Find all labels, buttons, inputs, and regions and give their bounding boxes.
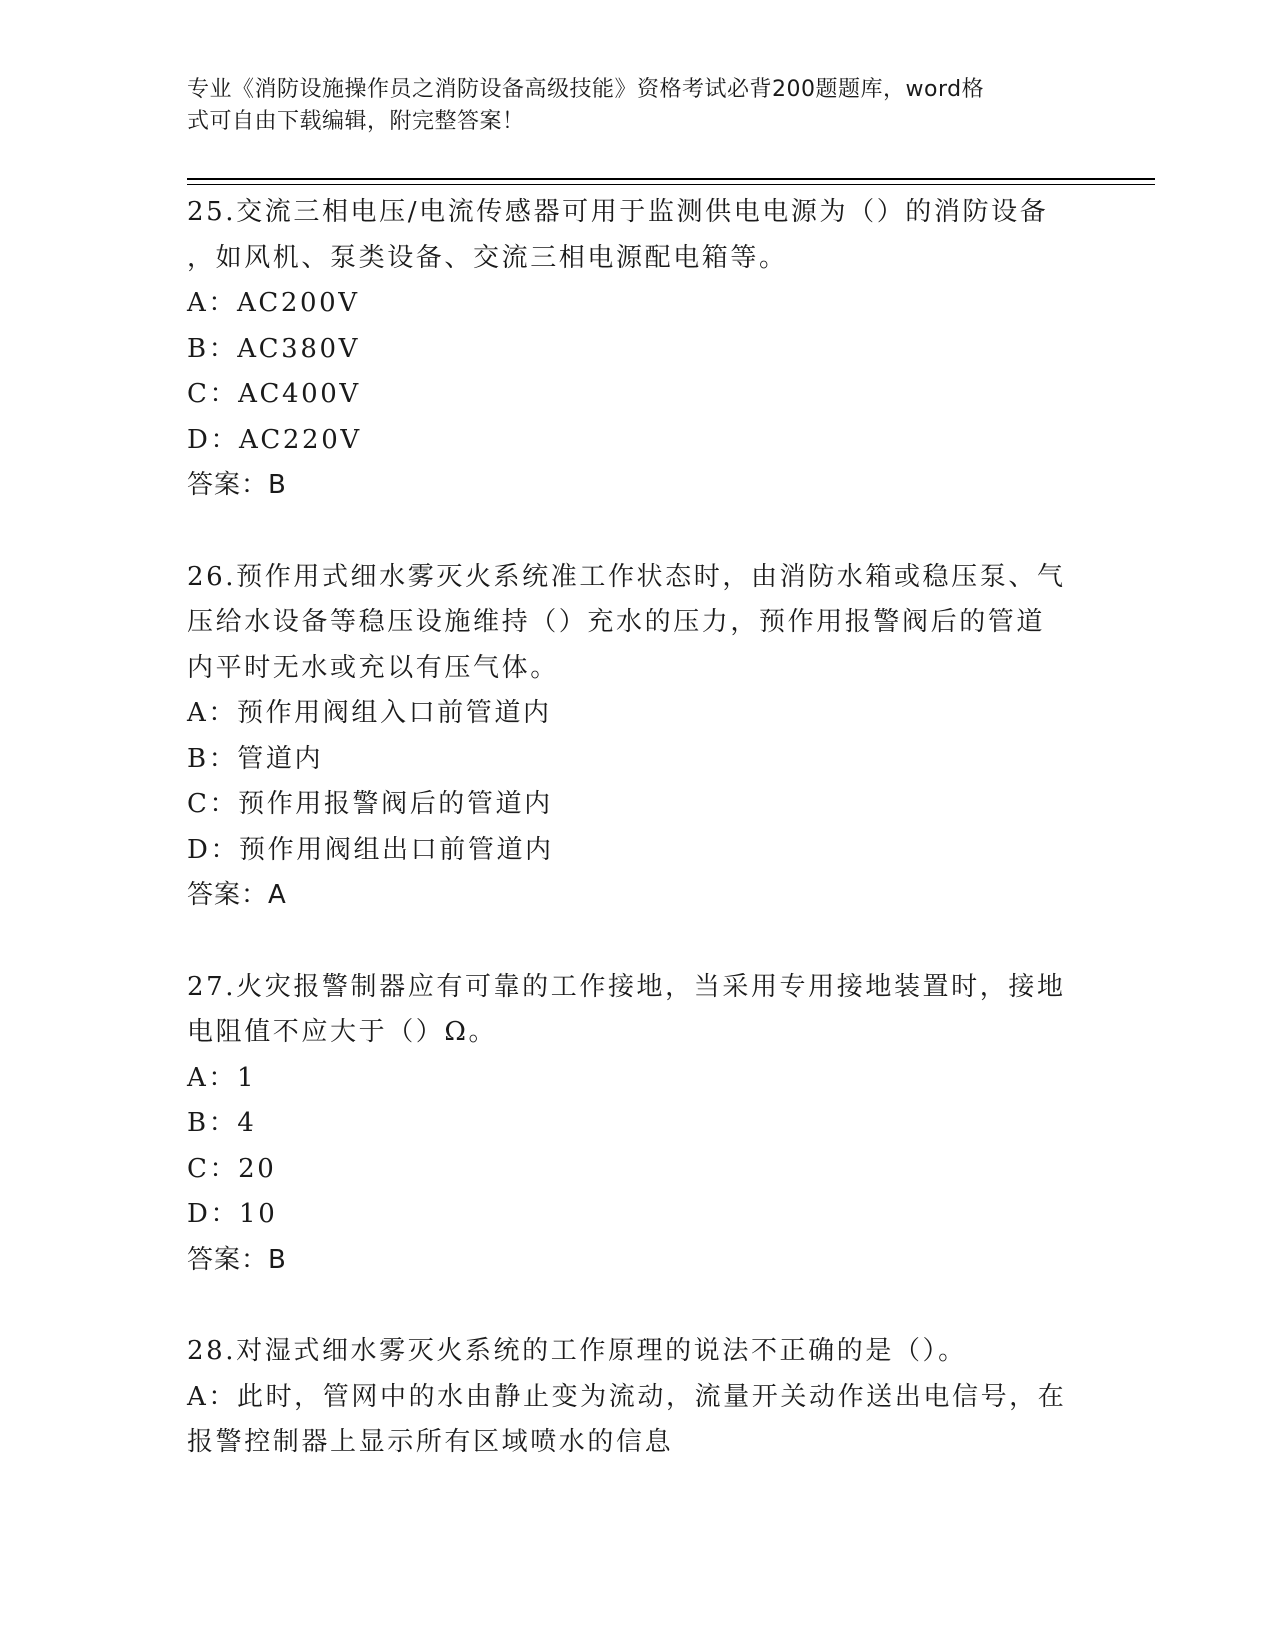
answer: 答案：B [187,1244,287,1275]
question-text-line: ，如风机、泵类设备、交流三相电源配电箱等。 [187,242,788,273]
header-line-2: 式可自由下载编辑，附完整答案！ [187,109,525,134]
question-text-line: 电阻值不应大于（）Ω。 [187,1017,498,1047]
header-line-1: 专业《消防设施操作员之消防设备高级技能》资格考试必背200题题库，word格 [187,77,985,102]
question-list [187,190,1087,1512]
question-text-line: 25.交流三相电压/电流传感器可用于监测供电电源为（）的消防设备 [187,197,1049,227]
question-28 [187,1329,1087,1466]
option-c: C：20 [187,1153,277,1184]
option-d: D：预作用阀组出口前管道内 [187,834,554,865]
question-text-line: 26.预作用式细水雾灭火系统准工作状态时，由消防水箱或稳压泵、气 [187,561,1066,592]
header-divider-thin [187,184,1155,185]
question-text-line: 28.对湿式细水雾灭火系统的工作原理的说法不正确的是（）。 [187,1336,967,1366]
option-a: A：AC200V [187,288,360,318]
question-27 [187,965,1087,1284]
answer: 答案：A [187,880,287,910]
option-b: B：管道内 [187,743,324,774]
option-d: D：AC220V [187,424,362,455]
answer: 答案：B [187,470,287,500]
question-text-line: 报警控制器上显示所有区域喷水的信息 [187,1427,674,1457]
question-25 [187,190,1087,509]
option-c: C：AC400V [187,379,361,409]
question-26 [187,555,1087,919]
option-b: B：AC380V [187,333,360,364]
option-a: A：1 [187,1062,257,1093]
option-b: B：4 [187,1108,257,1138]
question-text-line: 内平时无水或充以有压气体。 [187,652,559,683]
document-header [187,74,1067,138]
option-d: D：10 [187,1199,278,1229]
header-divider-thick [187,178,1155,180]
option-c: C：预作用报警阀后的管道内 [187,789,553,819]
option-a: A：预作用阀组入口前管道内 [187,698,552,728]
question-text-line: 27.火灾报警制器应有可靠的工作接地，当采用专用接地装置时，接地 [187,971,1066,1002]
question-text-line: A：此时，管网中的水由静止变为流动，流量开关动作送出电信号，在 [187,1381,1067,1412]
question-text-line: 压给水设备等稳压设施维持（）充水的压力，预作用报警阀后的管道 [187,607,1046,637]
